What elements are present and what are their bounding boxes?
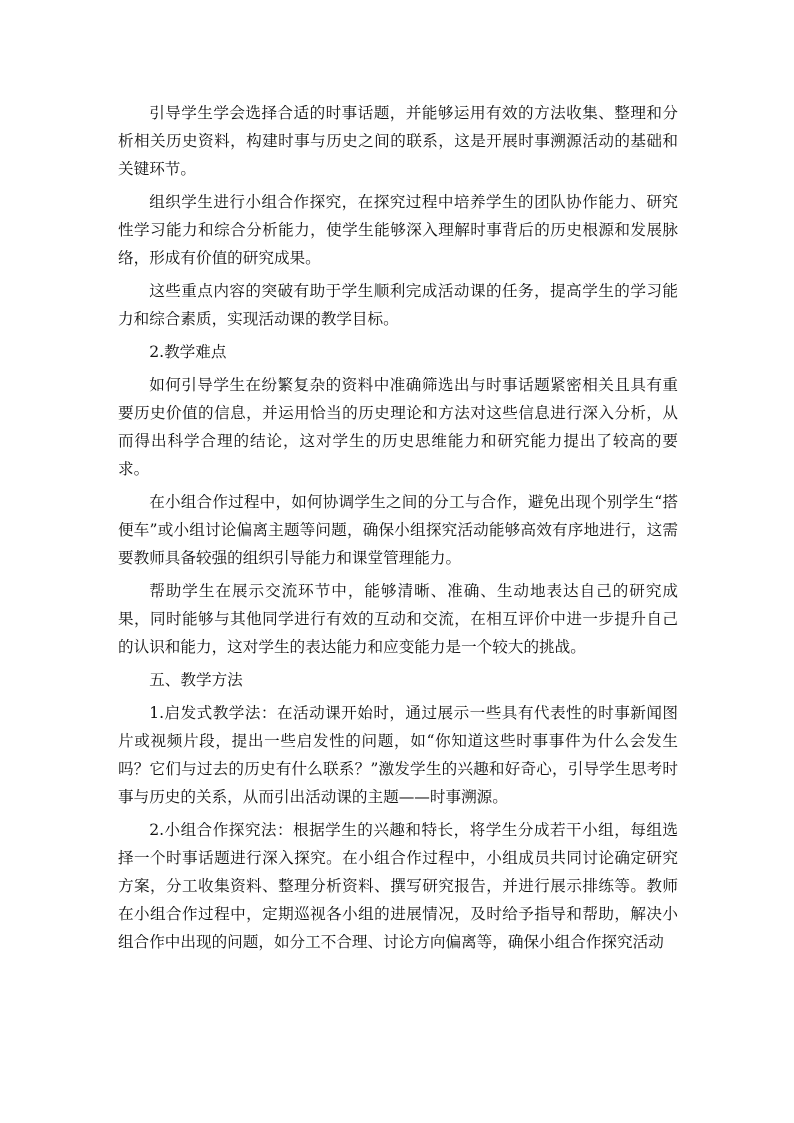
section-heading-teaching-difficulties: 2.教学难点 bbox=[149, 343, 227, 361]
paragraph: 组织学生进行小组合作探究，在探究过程中培养学生的团队协作能力、研究性学习能力和综合分析能力，使学生能够深入理解时事背后的历史根源和发展脉络，形成有价值的研究成果。 bbox=[118, 193, 678, 267]
paragraph: 2.小组合作探究法：根据学生的兴趣和特长，将学生分成若干小组，每组选择一个时事话题进行深入探究。在小组合作过程中，小组成员共同讨论确定研究方案，分工收集资料、整理分析资料、撰写研究报告，并进行展示排练等。教师在小组合作过程中，定期巡视各小组的进展情况，及时给予指导和帮助，解决小组合作中出现的问题，如分工不合理、讨论方向偏离等，确保小组合作探究活动 bbox=[118, 821, 678, 951]
section-heading-teaching-methods: 五、教学方法 bbox=[149, 671, 243, 689]
paragraph: 这些重点内容的突破有助于学生顺利完成活动课的任务，提高学生的学习能力和综合素质，实现活动课的教学目标。 bbox=[118, 282, 678, 328]
paragraph: 如何引导学生在纷繁复杂的资料中准确筛选出与时事话题紧密相关且具有重要历史价值的信息，并运用恰当的历史理论和方法对这些信息进行深入分析，从而得出科学合理的结论，这对学生的历史思维能力和研究能力提出了较高的要求。 bbox=[118, 376, 678, 478]
paragraph: 1.启发式教学法：在活动课开始时，通过展示一些具有代表性的时事新闻图片或视频片段，提出一些启发性的问题，如“你知道这些时事事件为什么会发生吗？它们与过去的历史有什么联系？”激发学生的兴趣和好奇心，引导学生思考时事与历史的关系，从而引出活动课的主题——时事溯源。 bbox=[118, 704, 678, 806]
paragraph: 帮助学生在展示交流环节中，能够清晰、准确、生动地表达自己的研究成果，同时能够与其他同学进行有效的互动和交流，在相互评价中进一步提升自己的认识和能力，这对学生的表达能力和应变能力是一个较大的挑战。 bbox=[118, 582, 678, 656]
paragraph: 在小组合作过程中，如何协调学生之间的分工与合作，避免出现个别学生“搭便车”或小组讨论偏离主题等问题，确保小组探究活动能够高效有序地进行，这需要教师具备较强的组织引导能力和课堂管理能力。 bbox=[118, 493, 678, 567]
document-body bbox=[118, 99, 678, 961]
paragraph: 引导学生学会选择合适的时事话题，并能够运用有效的方法收集、整理和分析相关历史资料，构建时事与历史之间的联系，这是开展时事溯源活动的基础和关键环节。 bbox=[118, 104, 678, 178]
